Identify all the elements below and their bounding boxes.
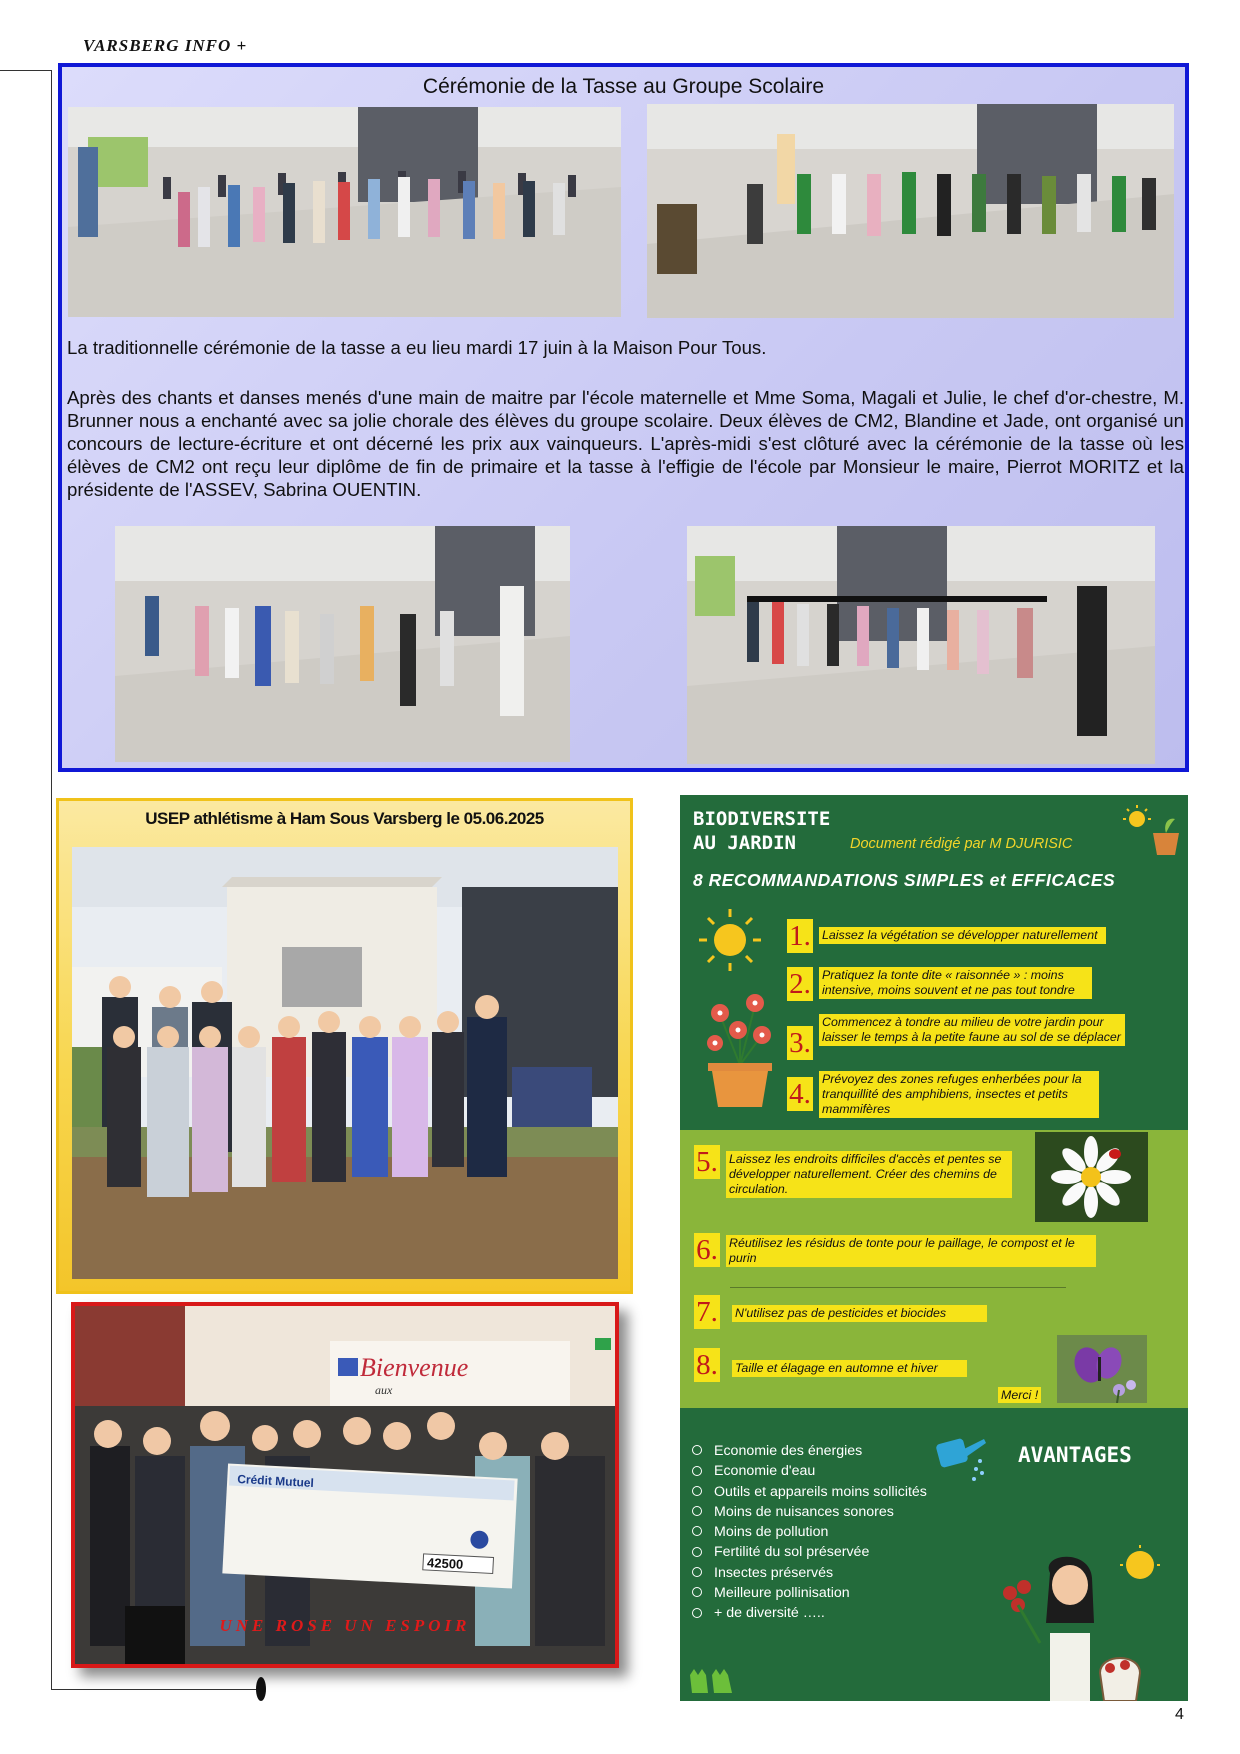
cheque-ceremony-photo [75, 1306, 615, 1664]
advantage-text: + de diversité ….. [714, 1605, 825, 1622]
bullet-icon [692, 1547, 702, 1557]
advantage-text: Economie des énergies [714, 1443, 863, 1459]
poster-author: Document rédigé par M DJURISIC [850, 836, 1073, 852]
sun-icon [695, 905, 765, 975]
advantage-text: Fertilité du sol préservée [714, 1544, 870, 1561]
bullet-icon [692, 1486, 702, 1496]
recommendation-text: Laissez la végétation se développer naturellement [819, 927, 1106, 944]
bullet-icon [692, 1608, 702, 1618]
page-number: 4 [1175, 1706, 1184, 1723]
recommendation-number: 7. [694, 1295, 720, 1329]
ceremony-photo-dance [647, 104, 1174, 318]
decorative-line [51, 1689, 261, 1690]
usep-title: USEP athlétisme à Ham Sous Varsberg le 05.06.2025 [145, 809, 544, 828]
recommendation-text: Taille et élagage en automne et hiver [732, 1360, 967, 1377]
poster-title [693, 807, 830, 855]
thanks-note: Merci ! [998, 1387, 1041, 1403]
advantages-list [692, 1441, 927, 1624]
advantages-title: AVANTAGES [1018, 1443, 1132, 1467]
advantage-text: Moins de pollution [714, 1524, 829, 1541]
recommendation-text: Laissez les endroits difficiles d'accès et pentes se développer naturellement. Créer des chemins de circulation. [726, 1151, 1012, 1198]
advantage-text: Insectes préservés [714, 1564, 834, 1581]
recommendation-number: 4. [787, 1077, 813, 1111]
advantage-item [692, 1583, 927, 1603]
recommendation-text: Prévoyez des zones refuges enherbées pour la tranquillité des amphibiens, insectes et petits mammifères [819, 1071, 1099, 1118]
ceremony-intro-text: La traditionnelle cérémonie de la tasse a eu lieu mardi 17 juin à la Maison Pour Tous. [67, 337, 767, 358]
advantage-item [692, 1502, 927, 1522]
bullet-icon [692, 1526, 702, 1536]
flower-pot-icon [700, 985, 780, 1110]
rose-caption: UNE ROSE UN ESPOIR [219, 1616, 471, 1635]
rose-espoir-section [71, 1302, 619, 1668]
recommendation-number: 1. [787, 919, 813, 953]
decorative-line [51, 70, 52, 1690]
advantage-item [692, 1603, 927, 1623]
biodiversity-poster [680, 795, 1188, 1701]
advantage-item [692, 1563, 927, 1583]
cheque-bank-name: Crédit Mutuel [236, 1471, 315, 1490]
recommendation-text: Réutilisez les résidus de tonte pour le paillage, le compost et le purin [726, 1235, 1096, 1267]
ceremony-title: Cérémonie de la Tasse au Groupe Scolaire [422, 75, 825, 98]
advantage-text: Outils et appareils moins sollicités [714, 1483, 927, 1500]
advantage-item [692, 1522, 927, 1542]
cheque-amount: 42500 [426, 1555, 464, 1572]
advantage-text: Meilleure pollinisation [714, 1585, 850, 1602]
ceremony-photo-prizes [115, 526, 570, 762]
banner-text: Bienvenue [360, 1353, 469, 1382]
advantage-text: Moins de nuisances sonores [714, 1503, 894, 1520]
recommendation-text: Pratiquez la tonte dite « raisonnée » : moins intensive, moins souvent et ne pas tout tondre [819, 967, 1092, 999]
usep-section [56, 798, 633, 1294]
decorative-line [0, 70, 52, 71]
recommendation-number: 6. [694, 1233, 720, 1267]
banner-small-text: aux [375, 1383, 393, 1397]
decorative-dot [256, 1677, 266, 1701]
recommendation-number: 5. [694, 1145, 720, 1179]
sun-pot-icon [1123, 803, 1183, 858]
advantage-item [692, 1461, 927, 1481]
bullet-icon [692, 1506, 702, 1516]
ceremony-photo-graduates [687, 526, 1155, 764]
ceremony-section [58, 63, 1189, 772]
watering-can-icon [928, 1431, 988, 1491]
recommendation-text: Commencez à tondre au milieu de votre jardin pour laisser le temps à la petite faune au sol de se déplacer [819, 1014, 1125, 1046]
bullet-icon [692, 1587, 702, 1597]
divider-line [730, 1287, 1066, 1288]
advantage-text: Economie d'eau [714, 1463, 816, 1480]
ceremony-body-text: Après des chants et danses menés d'une main de maitre par l'école maternelle et Mme Soma, Magali et Julie, le chef d'or-chestre, M. Brunner nous a enchanté avec sa jolie chorale des élèves du groupe scolaire. Deux élèves de CM2, Blandine et Jade, ont organisé un concours de lecture-écriture et ont décerné les prix aux vainqueurs. L'après-midi s'est clôturé avec la cérémonie de la tasse où les élèves de CM2 ont reçu leur diplôme de fin de primaire et la tasse à l'effigie de l'école par Monsieur le maire, Pierrot MORITZ et la présidente de l'ASSEV, Sabrina OUENTIN. [67, 387, 1184, 500]
butterfly-image [1057, 1335, 1147, 1403]
poster-subtitle: 8 RECOMMANDATIONS SIMPLES et EFFICACES [693, 870, 1116, 890]
recommendation-number: 8. [694, 1348, 720, 1382]
recommendation-number: 3. [787, 1026, 813, 1060]
recommendation-number: 2. [787, 967, 813, 1001]
newsletter-title: VARSBERG INFO + [83, 36, 248, 55]
daisy-ladybug-image [1035, 1132, 1148, 1222]
usep-group-photo [72, 847, 618, 1279]
poster-title-line1: BIODIVERSITE [693, 808, 831, 830]
bullet-icon [692, 1445, 702, 1455]
advantage-item [692, 1542, 927, 1562]
poster-title-line2: AU JARDIN [693, 832, 796, 854]
gloves-icon [686, 1663, 738, 1699]
advantage-item [692, 1441, 927, 1461]
gardener-illustration [980, 1543, 1170, 1701]
recommendation-text: N'utilisez pas de pesticides et biocides [732, 1305, 987, 1322]
ceremony-photo-chorale [68, 107, 621, 317]
bullet-icon [692, 1567, 702, 1577]
bullet-icon [692, 1466, 702, 1476]
advantage-item [692, 1482, 927, 1502]
